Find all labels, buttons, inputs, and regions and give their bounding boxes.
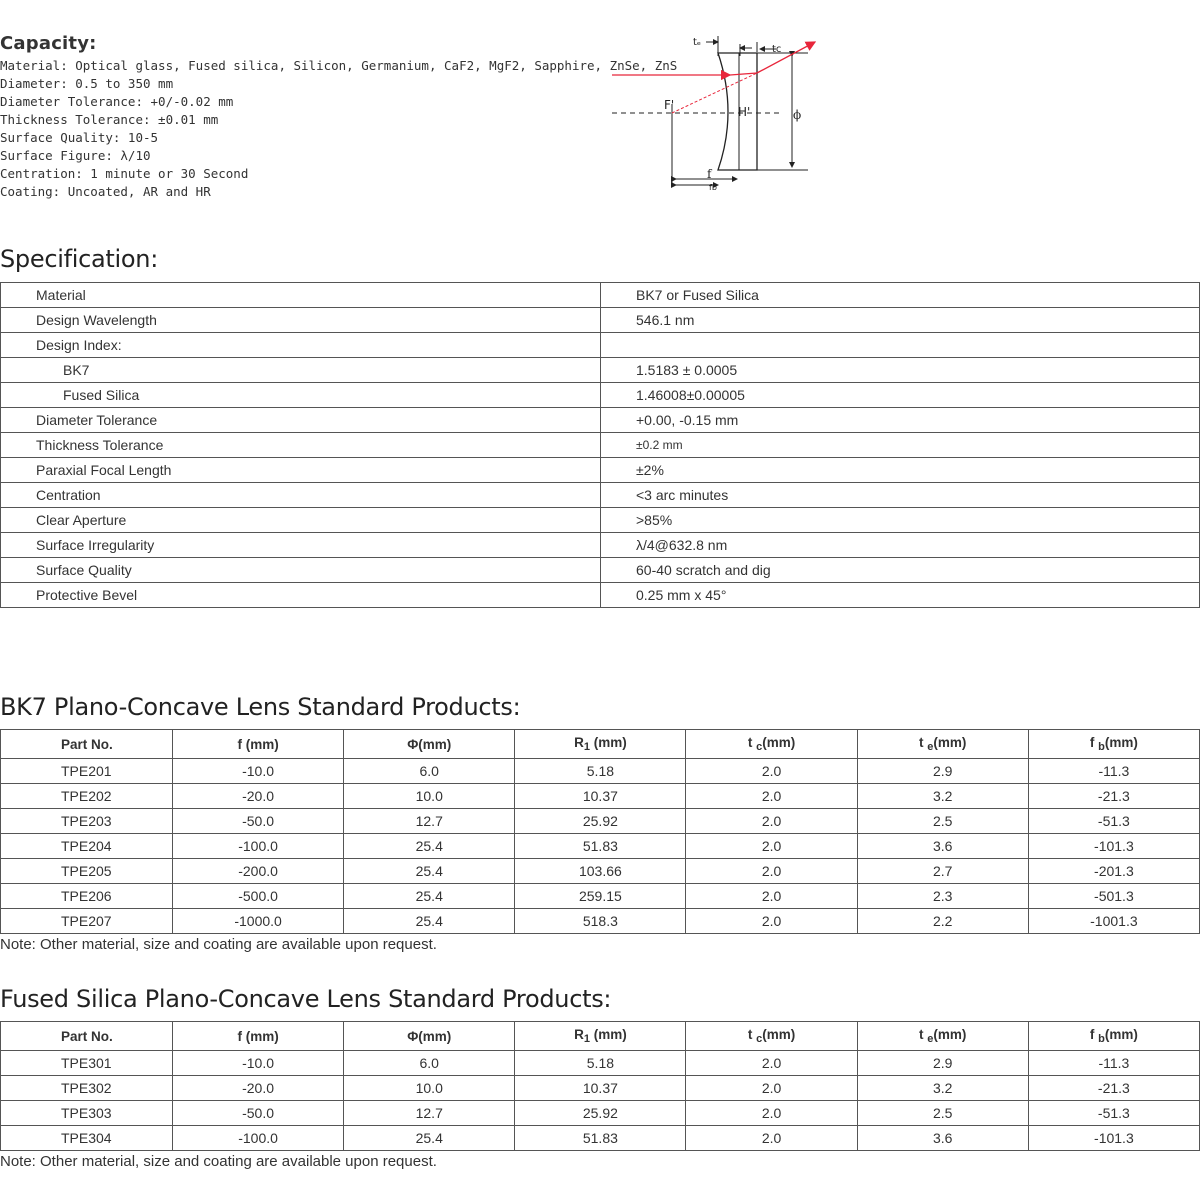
cell-edge-thickness: 2.5 [857, 809, 1028, 834]
col-header-tc [686, 1022, 857, 1051]
edge-thickness-label: tₑ [693, 37, 702, 48]
cell-back-focal-length: -21.3 [1028, 784, 1199, 809]
table-row [1, 1076, 1200, 1101]
tc-main: t [747, 1027, 757, 1042]
te-main: t [919, 1027, 928, 1042]
table-row [1, 909, 1200, 934]
cell-part-no: TPE303 [1, 1101, 173, 1126]
tc-main: t [747, 735, 757, 750]
cell-edge-thickness: 2.3 [857, 884, 1028, 909]
focal-point-label: F' [664, 98, 675, 112]
spec-value: ±2% [601, 458, 1200, 483]
bk7-products-table [0, 729, 1200, 934]
cell-center-thickness: 2.0 [686, 759, 857, 784]
capacity-list [0, 57, 677, 201]
fb-sub: b [1098, 1033, 1105, 1045]
spec-value: 1.46008±0.00005 [601, 383, 1200, 408]
spec-key: Thickness Tolerance [1, 433, 601, 458]
cell-part-no: TPE201 [1, 759, 173, 784]
capacity-item-centration: Centration: 1 minute or 30 Second [0, 166, 249, 181]
cell-focal-length: -100.0 [173, 1126, 344, 1151]
cell-edge-thickness: 2.9 [857, 1051, 1028, 1076]
table-row [1, 308, 1200, 333]
table-row [1, 759, 1200, 784]
cell-focal-length: -20.0 [173, 1076, 344, 1101]
spec-key: Centration [1, 483, 601, 508]
table-row [1, 283, 1200, 308]
cell-center-thickness: 2.0 [686, 909, 857, 934]
spec-key: Surface Quality [1, 558, 601, 583]
plano-concave-lens-diagram [610, 32, 820, 197]
cell-part-no: TPE203 [1, 809, 173, 834]
spec-key: BK7 [1, 358, 601, 383]
col-header-fb [1028, 1022, 1199, 1051]
fused-silica-products-heading: Fused Silica Plano-Concave Lens Standard Products: [0, 985, 612, 1013]
cell-back-focal-length: -51.3 [1028, 1101, 1199, 1126]
cell-back-focal-length: -11.3 [1028, 759, 1199, 784]
table-row [1, 558, 1200, 583]
cell-diameter: 10.0 [344, 784, 515, 809]
spec-value: ±0.2 mm [601, 433, 1200, 458]
cell-center-thickness: 2.0 [686, 884, 857, 909]
fb-sub: b [1098, 741, 1105, 753]
cell-edge-thickness: 3.2 [857, 1076, 1028, 1101]
table-row [1, 408, 1200, 433]
table-row [1, 358, 1200, 383]
table-row [1, 383, 1200, 408]
cell-back-focal-length: -101.3 [1028, 834, 1199, 859]
specification-table [0, 282, 1200, 608]
spec-value: 546.1 nm [601, 308, 1200, 333]
spec-key: Diameter Tolerance [1, 408, 601, 433]
cell-focal-length: -10.0 [173, 759, 344, 784]
specification-heading: Specification: [0, 245, 158, 273]
capacity-item-diameter-tolerance: Diameter Tolerance: +0/-0.02 mm [0, 94, 234, 109]
fused-silica-products-table [0, 1021, 1200, 1151]
te-unit: (mm) [933, 735, 967, 750]
cell-diameter: 12.7 [344, 809, 515, 834]
bk7-products-note: Note: Other material, size and coating are available upon request. [0, 936, 437, 953]
te-sub: e [927, 741, 934, 753]
table-row [1, 834, 1200, 859]
spec-key: Paraxial Focal Length [1, 458, 601, 483]
table-row [1, 884, 1200, 909]
cell-diameter: 12.7 [344, 1101, 515, 1126]
table-row [1, 859, 1200, 884]
te-unit: (mm) [933, 1027, 967, 1042]
table-row [1, 483, 1200, 508]
cell-center-thickness: 2.0 [686, 1101, 857, 1126]
cell-edge-thickness: 3.6 [857, 1126, 1028, 1151]
cell-part-no: TPE302 [1, 1076, 173, 1101]
col-header-tc [686, 730, 857, 759]
spec-key: Protective Bevel [1, 583, 601, 608]
spec-value: λ/4@632.8 nm [601, 533, 1200, 558]
cell-radius: 10.37 [515, 1076, 686, 1101]
cell-back-focal-length: -21.3 [1028, 1076, 1199, 1101]
cell-focal-length: -100.0 [173, 834, 344, 859]
spec-value: 1.5183 ± 0.0005 [601, 358, 1200, 383]
cell-center-thickness: 2.0 [686, 859, 857, 884]
col-header-r1 [515, 730, 686, 759]
cell-center-thickness: 2.0 [686, 1076, 857, 1101]
table-header-row [1, 1022, 1200, 1051]
tc-sub: c [756, 1033, 763, 1045]
spec-key: Clear Aperture [1, 508, 601, 533]
spec-value: >85% [601, 508, 1200, 533]
spec-value: 0.25 mm x 45° [601, 583, 1200, 608]
col-header-r1 [515, 1022, 686, 1051]
col-header-te [857, 1022, 1028, 1051]
center-thickness-label: tc [772, 44, 782, 55]
diameter-label: ϕ [793, 108, 802, 122]
cell-radius: 25.92 [515, 809, 686, 834]
cell-diameter: 6.0 [344, 1051, 515, 1076]
capacity-item-coating: Coating: Uncoated, AR and HR [0, 184, 211, 199]
cell-edge-thickness: 2.2 [857, 909, 1028, 934]
cell-center-thickness: 2.0 [686, 784, 857, 809]
cell-part-no: TPE202 [1, 784, 173, 809]
cell-center-thickness: 2.0 [686, 1126, 857, 1151]
table-row [1, 1101, 1200, 1126]
tc-sub: c [756, 741, 763, 753]
col-header-f: f (mm) [173, 730, 344, 759]
capacity-title: Capacity: [0, 33, 97, 54]
table-row [1, 1126, 1200, 1151]
back-focal-length-label: fb [709, 183, 717, 192]
cell-radius: 103.66 [515, 859, 686, 884]
table-header-row [1, 730, 1200, 759]
cell-focal-length: -50.0 [173, 809, 344, 834]
spec-key: Material [1, 283, 601, 308]
col-header-diameter: Φ(mm) [344, 1022, 515, 1051]
te-main: t [919, 735, 928, 750]
cell-center-thickness: 2.0 [686, 809, 857, 834]
r1-unit: (mm) [589, 1027, 627, 1042]
col-header-f: f (mm) [173, 1022, 344, 1051]
cell-focal-length: -500.0 [173, 884, 344, 909]
col-header-part: Part No. [1, 1022, 173, 1051]
cell-edge-thickness: 2.5 [857, 1101, 1028, 1126]
cell-radius: 25.92 [515, 1101, 686, 1126]
spec-key: Design Wavelength [1, 308, 601, 333]
tc-unit: (mm) [762, 735, 796, 750]
cell-back-focal-length: -51.3 [1028, 809, 1199, 834]
capacity-item-surface-quality: Surface Quality: 10-5 [0, 130, 159, 145]
r1-main: R [574, 1027, 584, 1042]
cell-focal-length: -50.0 [173, 1101, 344, 1126]
cell-diameter: 10.0 [344, 1076, 515, 1101]
cell-diameter: 25.4 [344, 1126, 515, 1151]
cell-edge-thickness: 2.9 [857, 759, 1028, 784]
r1-unit: (mm) [589, 735, 627, 750]
cell-radius: 51.83 [515, 1126, 686, 1151]
table-row [1, 508, 1200, 533]
table-row [1, 458, 1200, 483]
cell-focal-length: -20.0 [173, 784, 344, 809]
table-row [1, 1051, 1200, 1076]
spec-value: <3 arc minutes [601, 483, 1200, 508]
cell-diameter: 25.4 [344, 884, 515, 909]
cell-back-focal-length: -1001.3 [1028, 909, 1199, 934]
cell-radius: 5.18 [515, 759, 686, 784]
cell-diameter: 25.4 [344, 909, 515, 934]
cell-diameter: 6.0 [344, 759, 515, 784]
spec-value: BK7 or Fused Silica [601, 283, 1200, 308]
cell-focal-length: -10.0 [173, 1051, 344, 1076]
principal-point-label: H' [738, 105, 751, 119]
fb-unit: (mm) [1104, 735, 1138, 750]
cell-back-focal-length: -201.3 [1028, 859, 1199, 884]
capacity-item-thickness-tolerance: Thickness Tolerance: ±0.01 mm [0, 112, 219, 127]
focal-length-label: f [707, 167, 712, 181]
col-header-fb [1028, 730, 1199, 759]
cell-diameter: 25.4 [344, 859, 515, 884]
cell-part-no: TPE205 [1, 859, 173, 884]
cell-center-thickness: 2.0 [686, 834, 857, 859]
col-header-part: Part No. [1, 730, 173, 759]
spec-value [601, 333, 1200, 358]
capacity-item-surface-figure: Surface Figure: λ/10 [0, 148, 151, 163]
fb-main: f [1089, 1027, 1099, 1042]
cell-part-no: TPE207 [1, 909, 173, 934]
cell-part-no: TPE204 [1, 834, 173, 859]
cell-radius: 518.3 [515, 909, 686, 934]
r1-sub: 1 [583, 741, 590, 753]
col-header-te [857, 730, 1028, 759]
table-row [1, 809, 1200, 834]
spec-value: 60-40 scratch and dig [601, 558, 1200, 583]
capacity-item-material: Material: Optical glass, Fused silica, Silicon, Germanium, CaF2, MgF2, Sapphire, ZnSe, ZnS [0, 58, 678, 73]
fb-unit: (mm) [1104, 1027, 1138, 1042]
table-row [1, 583, 1200, 608]
bk7-products-body [1, 759, 1200, 934]
cell-focal-length: -200.0 [173, 859, 344, 884]
spec-key: Surface Irregularity [1, 533, 601, 558]
cell-edge-thickness: 3.6 [857, 834, 1028, 859]
bk7-products-heading: BK7 Plano-Concave Lens Standard Products: [0, 693, 521, 721]
cell-diameter: 25.4 [344, 834, 515, 859]
capacity-item-diameter: Diameter: 0.5 to 350 mm [0, 76, 174, 91]
tc-unit: (mm) [762, 1027, 796, 1042]
fused-silica-products-note: Note: Other material, size and coating are available upon request. [0, 1153, 437, 1170]
cell-radius: 51.83 [515, 834, 686, 859]
r1-main: R [574, 735, 584, 750]
cell-part-no: TPE301 [1, 1051, 173, 1076]
cell-part-no: TPE206 [1, 884, 173, 909]
table-row [1, 333, 1200, 358]
fused-silica-products-body [1, 1051, 1200, 1151]
spec-key: Fused Silica [1, 383, 601, 408]
fb-main: f [1089, 735, 1099, 750]
r1-sub: 1 [583, 1033, 590, 1045]
cell-radius: 259.15 [515, 884, 686, 909]
cell-part-no: TPE304 [1, 1126, 173, 1151]
cell-back-focal-length: -11.3 [1028, 1051, 1199, 1076]
cell-radius: 10.37 [515, 784, 686, 809]
cell-focal-length: -1000.0 [173, 909, 344, 934]
table-row [1, 533, 1200, 558]
spec-value: +0.00, -0.15 mm [601, 408, 1200, 433]
cell-back-focal-length: -501.3 [1028, 884, 1199, 909]
cell-edge-thickness: 2.7 [857, 859, 1028, 884]
cell-edge-thickness: 3.2 [857, 784, 1028, 809]
incident-ray-inside [730, 73, 757, 75]
table-row [1, 784, 1200, 809]
cell-center-thickness: 2.0 [686, 1051, 857, 1076]
spec-key: Design Index: [1, 333, 601, 358]
te-sub: e [927, 1033, 934, 1045]
table-row [1, 433, 1200, 458]
refracted-ray [757, 42, 815, 73]
cell-back-focal-length: -101.3 [1028, 1126, 1199, 1151]
cell-radius: 5.18 [515, 1051, 686, 1076]
col-header-diameter: Φ(mm) [344, 730, 515, 759]
